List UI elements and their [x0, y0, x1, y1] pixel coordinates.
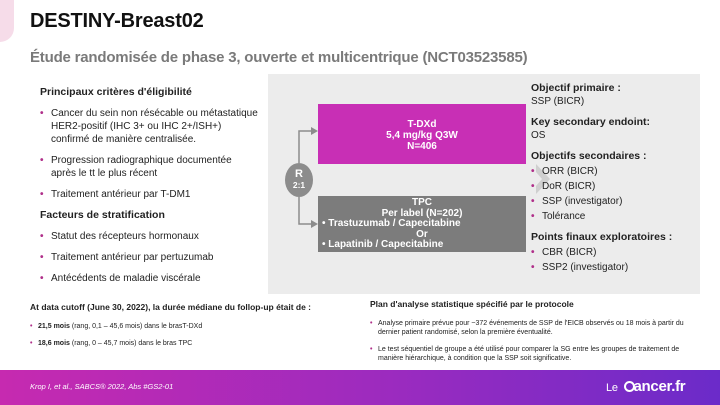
reference-citation: Krop I, et al., SABCS® 2022, Abs #GS2-01 — [30, 382, 174, 391]
followup-list — [30, 322, 350, 348]
secondary-endpoint-item: • DoR (BICR) — [531, 180, 699, 193]
arm-tpc-box — [318, 196, 526, 252]
arm-tpc-label: Per label (N=202) — [381, 207, 463, 219]
brand-prefix: Le — [606, 382, 618, 394]
stratification-item: • Antécédents de maladie viscérale — [40, 272, 258, 285]
eligibility-item: • Cancer du sein non résécable ou métastatique HER2-positif (IHC 3+ ou IHC 2+/ISH+) confirmé de manière centralisée. — [40, 107, 258, 146]
key-secondary-value: OS — [531, 130, 546, 141]
eligibility-heading: Principaux critères d'éligibilité — [40, 86, 192, 98]
secondary-endpoints-heading: Objectifs secondaires : — [531, 150, 647, 162]
randomization-ratio: 2:1 — [292, 180, 306, 190]
eligibility-item: • Traitement antérieur par T-DM1 — [40, 188, 258, 201]
secondary-endpoints-list — [531, 165, 699, 223]
arm-tdxd-dose: 5,4 mg/kg Q3W — [386, 130, 458, 141]
arm-tpc-option: • Trastuzumab / Capecitabine — [322, 218, 461, 229]
randomization-label: R — [295, 168, 303, 180]
eligibility-item: • Progression radiographique documentée après le tt le plus récent — [40, 154, 258, 180]
arm-tpc-name: TPC — [412, 197, 432, 208]
primary-endpoint-heading: Objectif primaire : — [531, 82, 621, 94]
arm-tdxd-box — [318, 104, 526, 164]
followup-item — [30, 322, 350, 331]
stratification-item: • Traitement antérieur par pertuzumab — [40, 251, 258, 264]
followup-section — [30, 302, 350, 356]
arm-tdxd-name: T-DXd — [407, 119, 437, 130]
exploratory-item: • CBR (BICR) — [531, 246, 699, 259]
arm-tdxd-n: N=406 — [407, 141, 437, 152]
secondary-endpoint-item: • SSP (investigator) — [531, 195, 699, 208]
statistical-plan-item: • Analyse primaire prévue pour ~372 événements de SSP de l'EICB observés ou 18 mois à partir du dernier patient randomisé, selon la première éventualité. — [370, 319, 700, 337]
followup-item — [30, 339, 350, 348]
key-secondary-heading: Key secondary endoint: — [531, 116, 651, 128]
brand-logo — [606, 378, 685, 395]
arm-tpc-option-text: Trastuzumab / Capecitabine — [328, 218, 461, 229]
stratification-item: • Statut des récepteurs hormonaux — [40, 230, 258, 243]
exploratory-list — [531, 246, 699, 274]
randomization-node — [285, 163, 313, 197]
endpoints-column — [531, 82, 699, 282]
followup-detail: (rang, 0 – 45,7 mois) dans le bras TPC — [69, 340, 193, 347]
exploratory-item: • SSP2 (investigator) — [531, 261, 699, 274]
study-design-panel — [28, 74, 700, 294]
arm-tpc-option: • Lapatinib / Capecitabine — [322, 239, 444, 250]
arm-tpc-or: Or — [416, 228, 428, 240]
page-title: DESTINY-Breast02 — [30, 10, 204, 32]
secondary-endpoint-item: • ORR (BICR) — [531, 165, 699, 178]
stratification-heading: Facteurs de stratification — [40, 209, 165, 221]
statistical-plan-heading: Plan d'analyse statistique spécifié par le protocole — [370, 299, 574, 309]
primary-endpoint-value: SSP (BICR) — [531, 96, 585, 107]
exploratory-heading: Points finaux exploratoires : — [531, 231, 673, 243]
corner-decoration — [0, 0, 14, 42]
statistical-plan-section — [370, 299, 700, 371]
followup-value: 21,5 mois — [38, 323, 70, 330]
arm-tpc-option-text: Lapatinib / Capecitabine — [328, 239, 444, 250]
statistical-plan-item: • Le test séquentiel de groupe a été utilisé pour comparer la SG entre les groupes de traitement de manière hiérarchique, à condition que la SSP soit significative. — [370, 345, 700, 363]
statistical-plan-list — [370, 319, 700, 363]
followup-heading: At data cutoff (June 30, 2022), la durée médiane du follop-up était de : — [30, 302, 312, 312]
followup-value: 18,6 mois — [38, 340, 70, 347]
secondary-endpoint-item: • Tolérance — [531, 210, 699, 223]
followup-detail: (rang, 0,1 – 45,6 mois) dans le brasT-DXd — [69, 323, 203, 330]
brand-name: ancer.fr — [633, 378, 686, 395]
page-subtitle: Étude randomisée de phase 3, ouverte et multicentrique (NCT03523585) — [30, 49, 528, 66]
